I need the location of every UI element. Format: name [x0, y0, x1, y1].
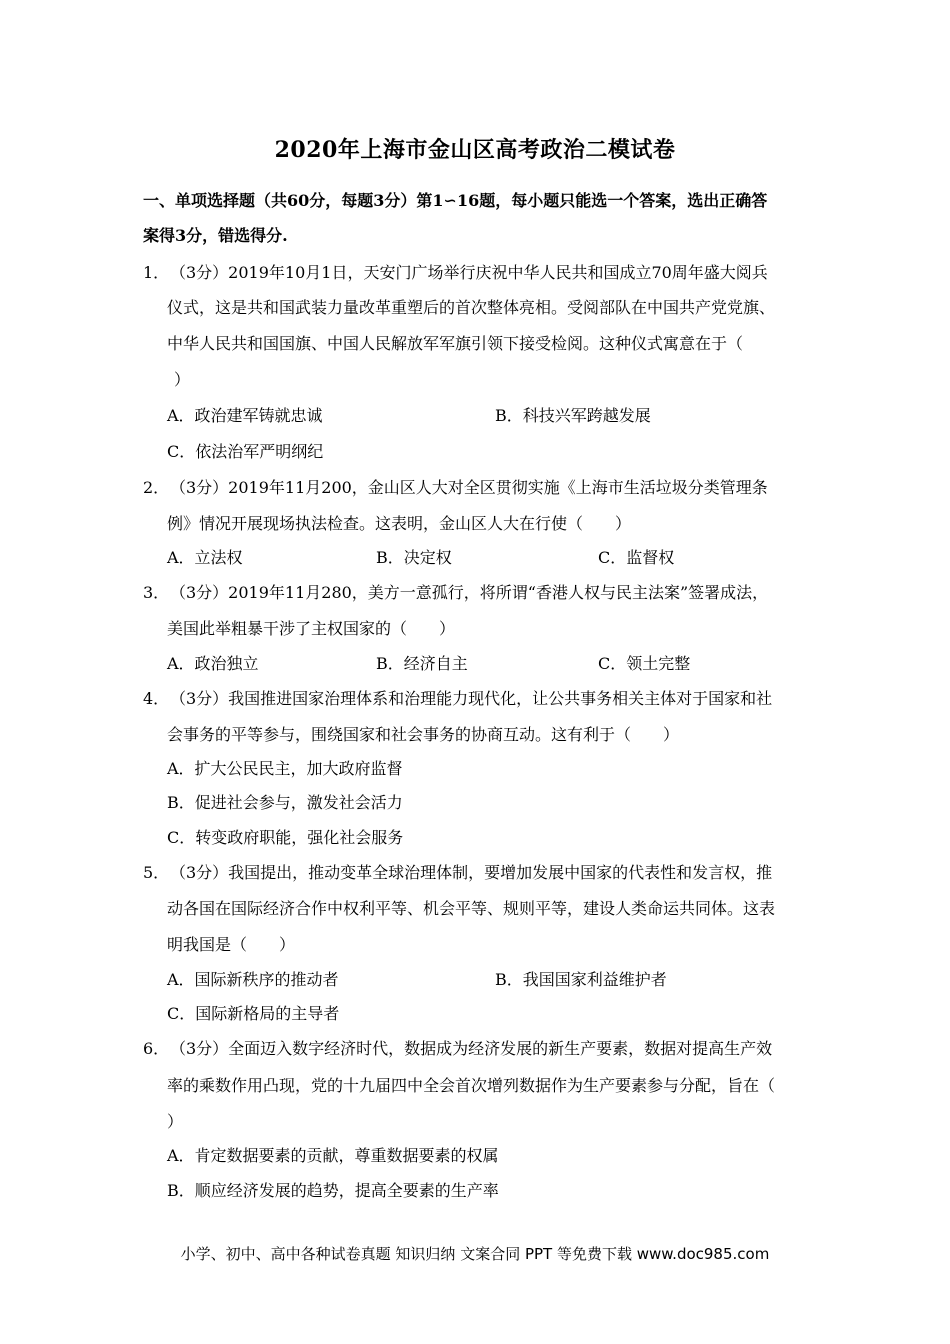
- option-b: B．顺应经济发展的趋势，提高全要素的生产率: [167, 1181, 499, 1200]
- option-b: B．决定权: [376, 548, 452, 567]
- option-c: C．国际新格局的主导者: [167, 1004, 340, 1023]
- option-b: B．经济自主: [376, 654, 468, 673]
- question-text: 仪式，这是共和国武装力量改革重塑后的首次整体亮相。受阅部队在中国共产党党旗、: [167, 298, 776, 317]
- question-text: （3分）全面迈入数字经济时代，数据成为经济发展的新生产要素，数据对提高生产效: [170, 1039, 773, 1058]
- option-c: C．领土完整: [598, 654, 691, 673]
- question-text: 例》情况开展现场执法检查。这表明，金山区人大在行使（ ）: [167, 514, 632, 533]
- option-a: A．肯定数据要素的贡献，尊重数据要素的权属: [167, 1146, 499, 1165]
- option-a: A．国际新秩序的推动者: [167, 970, 339, 989]
- section-heading-line2: 案得3分，错选得分.: [143, 226, 288, 245]
- question-text: （3分）我国提出，推动变革全球治理体制，要增加发展中国家的代表性和发言权，推: [170, 863, 773, 882]
- option-c: C．转变政府职能，强化社会服务: [167, 828, 404, 847]
- question-text: （3分）2019年10月1日，天安门广场举行庆祝中华人民共和国成立70周年盛大阅兵: [170, 263, 768, 282]
- question-text: ）: [167, 1112, 184, 1131]
- question-text: （3分）2019年11月200，金山区人大对全区贯彻实施《上海市生活垃圾分类管理条: [170, 478, 768, 497]
- question-text: ）: [174, 370, 191, 389]
- question-text: 美国此举粗暴干涉了主权国家的（ ）: [167, 619, 456, 638]
- option-b: B．科技兴军跨越发展: [495, 406, 651, 425]
- option-c: C．监督权: [598, 548, 675, 567]
- option-a: A．政治独立: [167, 654, 259, 673]
- question-text: （3分）我国推进国家治理体系和治理能力现代化，让公共事务相关主体对于国家和社: [170, 689, 773, 708]
- document-title: 2020年上海市金山区高考政治二模试卷: [274, 137, 676, 163]
- question-text: 动各国在国际经济合作中权利平等、机会平等、规则平等，建设人类命运共同体。这表: [167, 899, 776, 918]
- option-a: A．立法权: [167, 548, 243, 567]
- section-heading-line1: 一、单项选择题（共60分，每题3分）第1∽16题，每小题只能选一个答案，选出正确答: [143, 191, 768, 210]
- option-c: C．依法治军严明纲纪: [167, 442, 324, 461]
- question-number: 4．: [143, 689, 170, 708]
- option-b: B．促进社会参与，激发社会活力: [167, 793, 403, 812]
- question-number: 1．: [143, 263, 170, 282]
- question-text: 中华人民共和国国旗、中国人民解放军军旗引领下接受检阅。这种仪式寓意在于（: [167, 334, 744, 353]
- option-b: B．我国国家利益维护者: [495, 970, 667, 989]
- question-number: 2．: [143, 478, 170, 497]
- question-text: 会事务的平等参与，围绕国家和社会事务的协商互动。这有利于（ ）: [167, 725, 680, 744]
- question-number: 3．: [143, 583, 170, 602]
- question-text: 明我国是（ ）: [167, 935, 296, 954]
- question-text: （3分）2019年11月280，美方一意孤行，将所谓“香港人权与民主法案”签署成法，: [170, 583, 769, 602]
- option-a: A．扩大公民民主，加大政府监督: [167, 759, 403, 778]
- question-number: 6．: [143, 1039, 170, 1058]
- question-number: 5．: [143, 863, 170, 882]
- page-footer: 小学、初中、高中各种试卷真题 知识归纳 文案合同 PPT 等免费下载 www.doc985.com: [180, 1245, 770, 1263]
- question-text: 率的乘数作用凸现，党的十九届四中全会首次增列数据作为生产要素参与分配，旨在（: [167, 1076, 776, 1095]
- option-a: A．政治建军铸就忠诚: [167, 406, 323, 425]
